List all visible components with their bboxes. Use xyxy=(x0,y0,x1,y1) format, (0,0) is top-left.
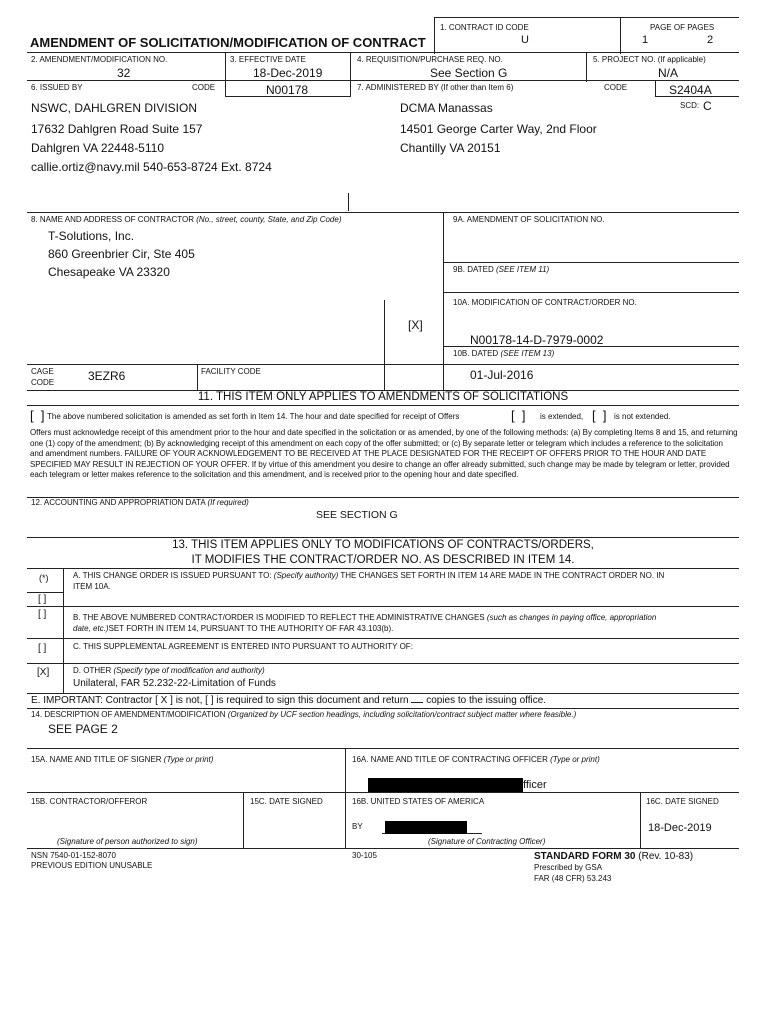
cage-label-1: CAGE xyxy=(31,367,54,376)
footer-form-rev: (Rev. 10-83) xyxy=(638,851,694,862)
item-e-mark-1: [ X ] xyxy=(155,695,173,706)
contractor-street: 860 Greenbrier Cir, Ste 405 xyxy=(48,247,195,261)
item13-text-d-label: D. OTHER xyxy=(73,666,112,675)
item13-text-a-1: A. THIS CHANGE ORDER IS ISSUED PURSUANT TO: xyxy=(73,571,272,580)
item13-text-b-2-hint: date, etc.) xyxy=(73,624,109,633)
signature-officer-hint: (Signature of Contracting Officer) xyxy=(428,837,546,846)
scd-label: SCD: xyxy=(680,101,700,110)
footer-form-name xyxy=(534,852,693,862)
modification-dated-value: 01-Jul-2016 xyxy=(470,368,534,382)
page-number: 1 xyxy=(642,34,649,46)
item13-text-d-hint: (Specify type of modification and authority) xyxy=(113,666,265,675)
date-signed-16c-label: 16C. DATE SIGNED xyxy=(646,797,719,806)
item14-label-text: 14. DESCRIPTION OF AMENDMENT/MODIFICATION xyxy=(31,710,226,719)
item13-mark-blank: [ ] xyxy=(38,594,47,605)
item-e-line xyxy=(31,696,546,706)
redacted-officer-name xyxy=(368,778,523,792)
item11-heading: 11. THIS ITEM ONLY APPLIES TO AMENDMENTS OF SOLICITATIONS xyxy=(197,391,569,403)
item14-label-hint: (Organized by UCF section headings, including solicitation/contract subject matter where feasible.) xyxy=(227,710,577,719)
effective-date-value: 18-Dec-2019 xyxy=(253,66,323,80)
issued-code-label: CODE xyxy=(192,83,216,92)
requisition-no-label: 4. REQUISITION/PURCHASE REQ. NO. xyxy=(357,55,503,64)
item13-text-b-line2 xyxy=(73,625,393,633)
item11-line1-b: is extended, xyxy=(540,412,584,421)
solicitation-amend-label: 9A. AMENDMENT OF SOLICITATION NO. xyxy=(453,215,605,224)
redacted-officer-signature xyxy=(385,821,467,834)
item14-value: SEE PAGE 2 xyxy=(48,722,118,736)
officer-label xyxy=(352,756,600,764)
contractor-offeror-label: 15B. CONTRACTOR/OFFEROR xyxy=(31,797,148,806)
issuer-name: NSWC, DAHLGREN DIVISION xyxy=(31,101,198,115)
amendment-no-value: 32 xyxy=(117,66,131,80)
date-signed-16c-value: 18-Dec-2019 xyxy=(648,822,712,834)
officer-name-tail: fficer xyxy=(523,779,547,791)
item13-heading-2: IT MODIFIES THE CONTRACT/ORDER NO. AS DESCRIBED IN ITEM 14. xyxy=(191,554,575,566)
amendment-no-label: 2. AMENDMENT/MODIFICATION NO. xyxy=(31,55,168,64)
footer-prev-edition: PREVIOUS EDITION UNUSABLE xyxy=(31,861,153,870)
footer-form-bold: STANDARD FORM 30 xyxy=(534,851,636,862)
item13-text-b xyxy=(73,614,656,622)
item11-bracket-2: [ ] xyxy=(511,408,526,423)
facility-code-label: FACILITY CODE xyxy=(201,367,261,376)
issued-code-value: N00178 xyxy=(266,83,309,97)
page-of-pages-label: PAGE OF PAGES xyxy=(650,23,715,32)
contractor-label xyxy=(31,216,342,224)
item13-text-b-1: B. THE ABOVE NUMBERED CONTRACT/ORDER IS MODIFIED TO REFLECT THE ADMINISTRATIVE CHANGES xyxy=(73,613,485,622)
effective-date-label: 3. EFFECTIVE DATE xyxy=(230,55,306,64)
item-e-mark-2: [ ] xyxy=(205,695,214,706)
item11-body: Offers must acknowledge receipt of this amendment prior to the hour and date specified in the solicitation or as amended, by one of the following methods: (a) By completing Items 8 and 15, and returning one (1) copy of the amendment; (b) By acknowledging receipt of this amendment on each copy of the offer submitted; or (c) By separate letter or telegram which includes a reference to the solicitation and amendment numbers. FAILURE OF YOUR ACKNOWLEDGEMENT TO BE RECEIVED AT THE PLACE DESIGNATED FOR THE RECEIPT OF OFFERS PRIOR TO THE HOUR AND DATE SPECIFIED MAY RESULT IN REJECTION OF YOUR OFFER. If by virtue of this amendment you desire to change an offer already submitted, such change may be made by telegram or letter, provided each telegram or letter makes reference to the solicitation and this amendment, and is received prior to the opening hour and date specified. xyxy=(30,428,738,479)
contract-id-label: 1. CONTRACT ID CODE xyxy=(440,23,529,32)
item13-text-a-3: ITEM 10A. xyxy=(73,582,111,591)
admin-code-value: S2404A xyxy=(669,83,712,97)
item-e-prefix: E. IMPORTANT: Contractor xyxy=(31,695,153,706)
item12-label xyxy=(31,499,249,507)
item-e-blank xyxy=(411,702,423,703)
solicitation-dated-text: 9B. DATED xyxy=(453,265,494,274)
signer-label-text: 15A. NAME AND TITLE OF SIGNER xyxy=(31,755,162,764)
item13-text-a-2: THE CHANGES SET FORTH IN ITEM 14 ARE MADE IN THE CONTRACT ORDER NO. IN xyxy=(340,571,665,580)
administered-by-label: 7. ADMINISTERED BY (If other than Item 6) xyxy=(357,83,514,92)
admin-code-label: CODE xyxy=(604,83,628,92)
item13-text-a xyxy=(73,572,664,580)
issuer-city: Dahlgren VA 22448-5110 xyxy=(31,141,164,155)
scd-value: C xyxy=(703,99,712,113)
admin-city: Chantilly VA 20151 xyxy=(400,141,501,155)
item13-text-c: C. THIS SUPPLEMENTAL AGREEMENT IS ENTERED INTO PURSUANT TO AUTHORITY OF: xyxy=(73,642,413,651)
item13-mark-d: [X] xyxy=(37,667,50,678)
issuer-street: 17632 Dahlgren Road Suite 157 xyxy=(31,122,203,136)
item-e-rest: is required to sign this document and return xyxy=(216,695,409,706)
issuer-contact: callie.ortiz@navy.mil 540-653-8724 Ext. 8724 xyxy=(31,160,272,174)
solicitation-dated-label xyxy=(453,266,549,274)
project-no-value: N/A xyxy=(658,66,679,80)
date-signed-15c-label: 15C. DATE SIGNED xyxy=(250,797,323,806)
item13-heading-1: 13. THIS ITEM APPLIES ONLY TO MODIFICATIONS OF CONTRACTS/ORDERS, xyxy=(172,539,594,551)
total-pages: 2 xyxy=(707,34,714,46)
footer-nsn: NSN 7540-01-152-8070 xyxy=(31,851,116,860)
modification-no-value: N00178-14-D-7979-0002 xyxy=(470,333,604,347)
item13-text-b-2: SET FORTH IN ITEM 14, PURSUANT TO THE AUTHORITY OF FAR 43.103(b). xyxy=(108,624,394,633)
item13-mark-c: [ ] xyxy=(38,643,47,654)
item14-label xyxy=(31,711,576,719)
item-e-is-not: is not, xyxy=(175,695,203,706)
admin-street: 14501 George Carter Way, 2nd Floor xyxy=(400,122,597,136)
item12-label-text: 12. ACCOUNTING AND APPROPRIATION DATA xyxy=(31,498,206,507)
officer-label-text: 16A. NAME AND TITLE OF CONTRACTING OFFICER xyxy=(352,755,548,764)
officer-label-hint: (Type or print) xyxy=(550,755,600,764)
item13-mark-b: [ ] xyxy=(38,609,47,620)
contract-id-value: U xyxy=(521,34,529,46)
solicitation-dated-hint: (SEE ITEM 11) xyxy=(495,265,550,274)
signer-label xyxy=(31,756,213,764)
usa-label: 16B. UNITED STATES OF AMERICA xyxy=(352,797,485,806)
item12-value: SEE SECTION G xyxy=(316,509,398,521)
footer-code: 30-105 xyxy=(352,851,377,860)
modification-dated-label xyxy=(453,350,554,358)
footer-prescribed: Prescribed by GSA xyxy=(534,863,603,872)
contractor-label-text: 8. NAME AND ADDRESS OF CONTRACTOR xyxy=(31,215,194,224)
requisition-no-value: See Section G xyxy=(430,66,508,80)
item13-text-b-hint: (such as changes in paying office, appropriation xyxy=(486,613,657,622)
issued-by-label: 6. ISSUED BY xyxy=(31,83,83,92)
modification-check-mark: [X] xyxy=(408,318,423,332)
modification-dated-text: 10B. DATED xyxy=(453,349,499,358)
item11-line1-c: is not extended. xyxy=(614,412,671,421)
cage-label-2: CODE xyxy=(31,378,55,387)
signature-authorized-hint: (Signature of person authorized to sign) xyxy=(57,837,198,846)
project-no-label: 5. PROJECT NO. (If applicable) xyxy=(593,55,706,64)
cage-value: 3EZR6 xyxy=(88,369,126,383)
item11-bracket-3: [ ] xyxy=(592,408,607,423)
item13-mark-a: (*) xyxy=(39,573,49,583)
modification-dated-hint: (SEE ITEM 13) xyxy=(500,349,555,358)
item11-line1-a: The above numbered solicitation is amended as set forth in Item 14. The hour and date specified for receipt of Offers xyxy=(47,412,460,421)
signer-label-hint: (Type or print) xyxy=(163,755,214,764)
contractor-name: T-Solutions, Inc. xyxy=(48,229,135,243)
contractor-label-hint: (No., street, county, State, and Zip Code) xyxy=(196,215,342,224)
contractor-city: Chesapeake VA 23320 xyxy=(48,265,170,279)
item13-text-d-value: Unilateral, FAR 52.232-22-Limitation of Funds xyxy=(73,678,276,689)
form-title: AMENDMENT OF SOLICITATION/MODIFICATION OF CONTRACT xyxy=(30,35,426,50)
admin-name: DCMA Manassas xyxy=(400,101,493,115)
item12-label-hint: (If required) xyxy=(207,498,249,507)
footer-far: FAR (48 CFR) 53.243 xyxy=(534,874,612,883)
item11-bracket-1: [ ] xyxy=(30,408,45,423)
item13-text-d xyxy=(73,667,265,675)
item13-text-a-hint: (Specify authority) xyxy=(273,571,339,580)
modification-no-label: 10A. MODIFICATION OF CONTRACT/ORDER NO. xyxy=(453,298,637,307)
by-label: BY xyxy=(352,822,363,831)
item-e-tail: copies to the issuing office. xyxy=(426,695,547,706)
